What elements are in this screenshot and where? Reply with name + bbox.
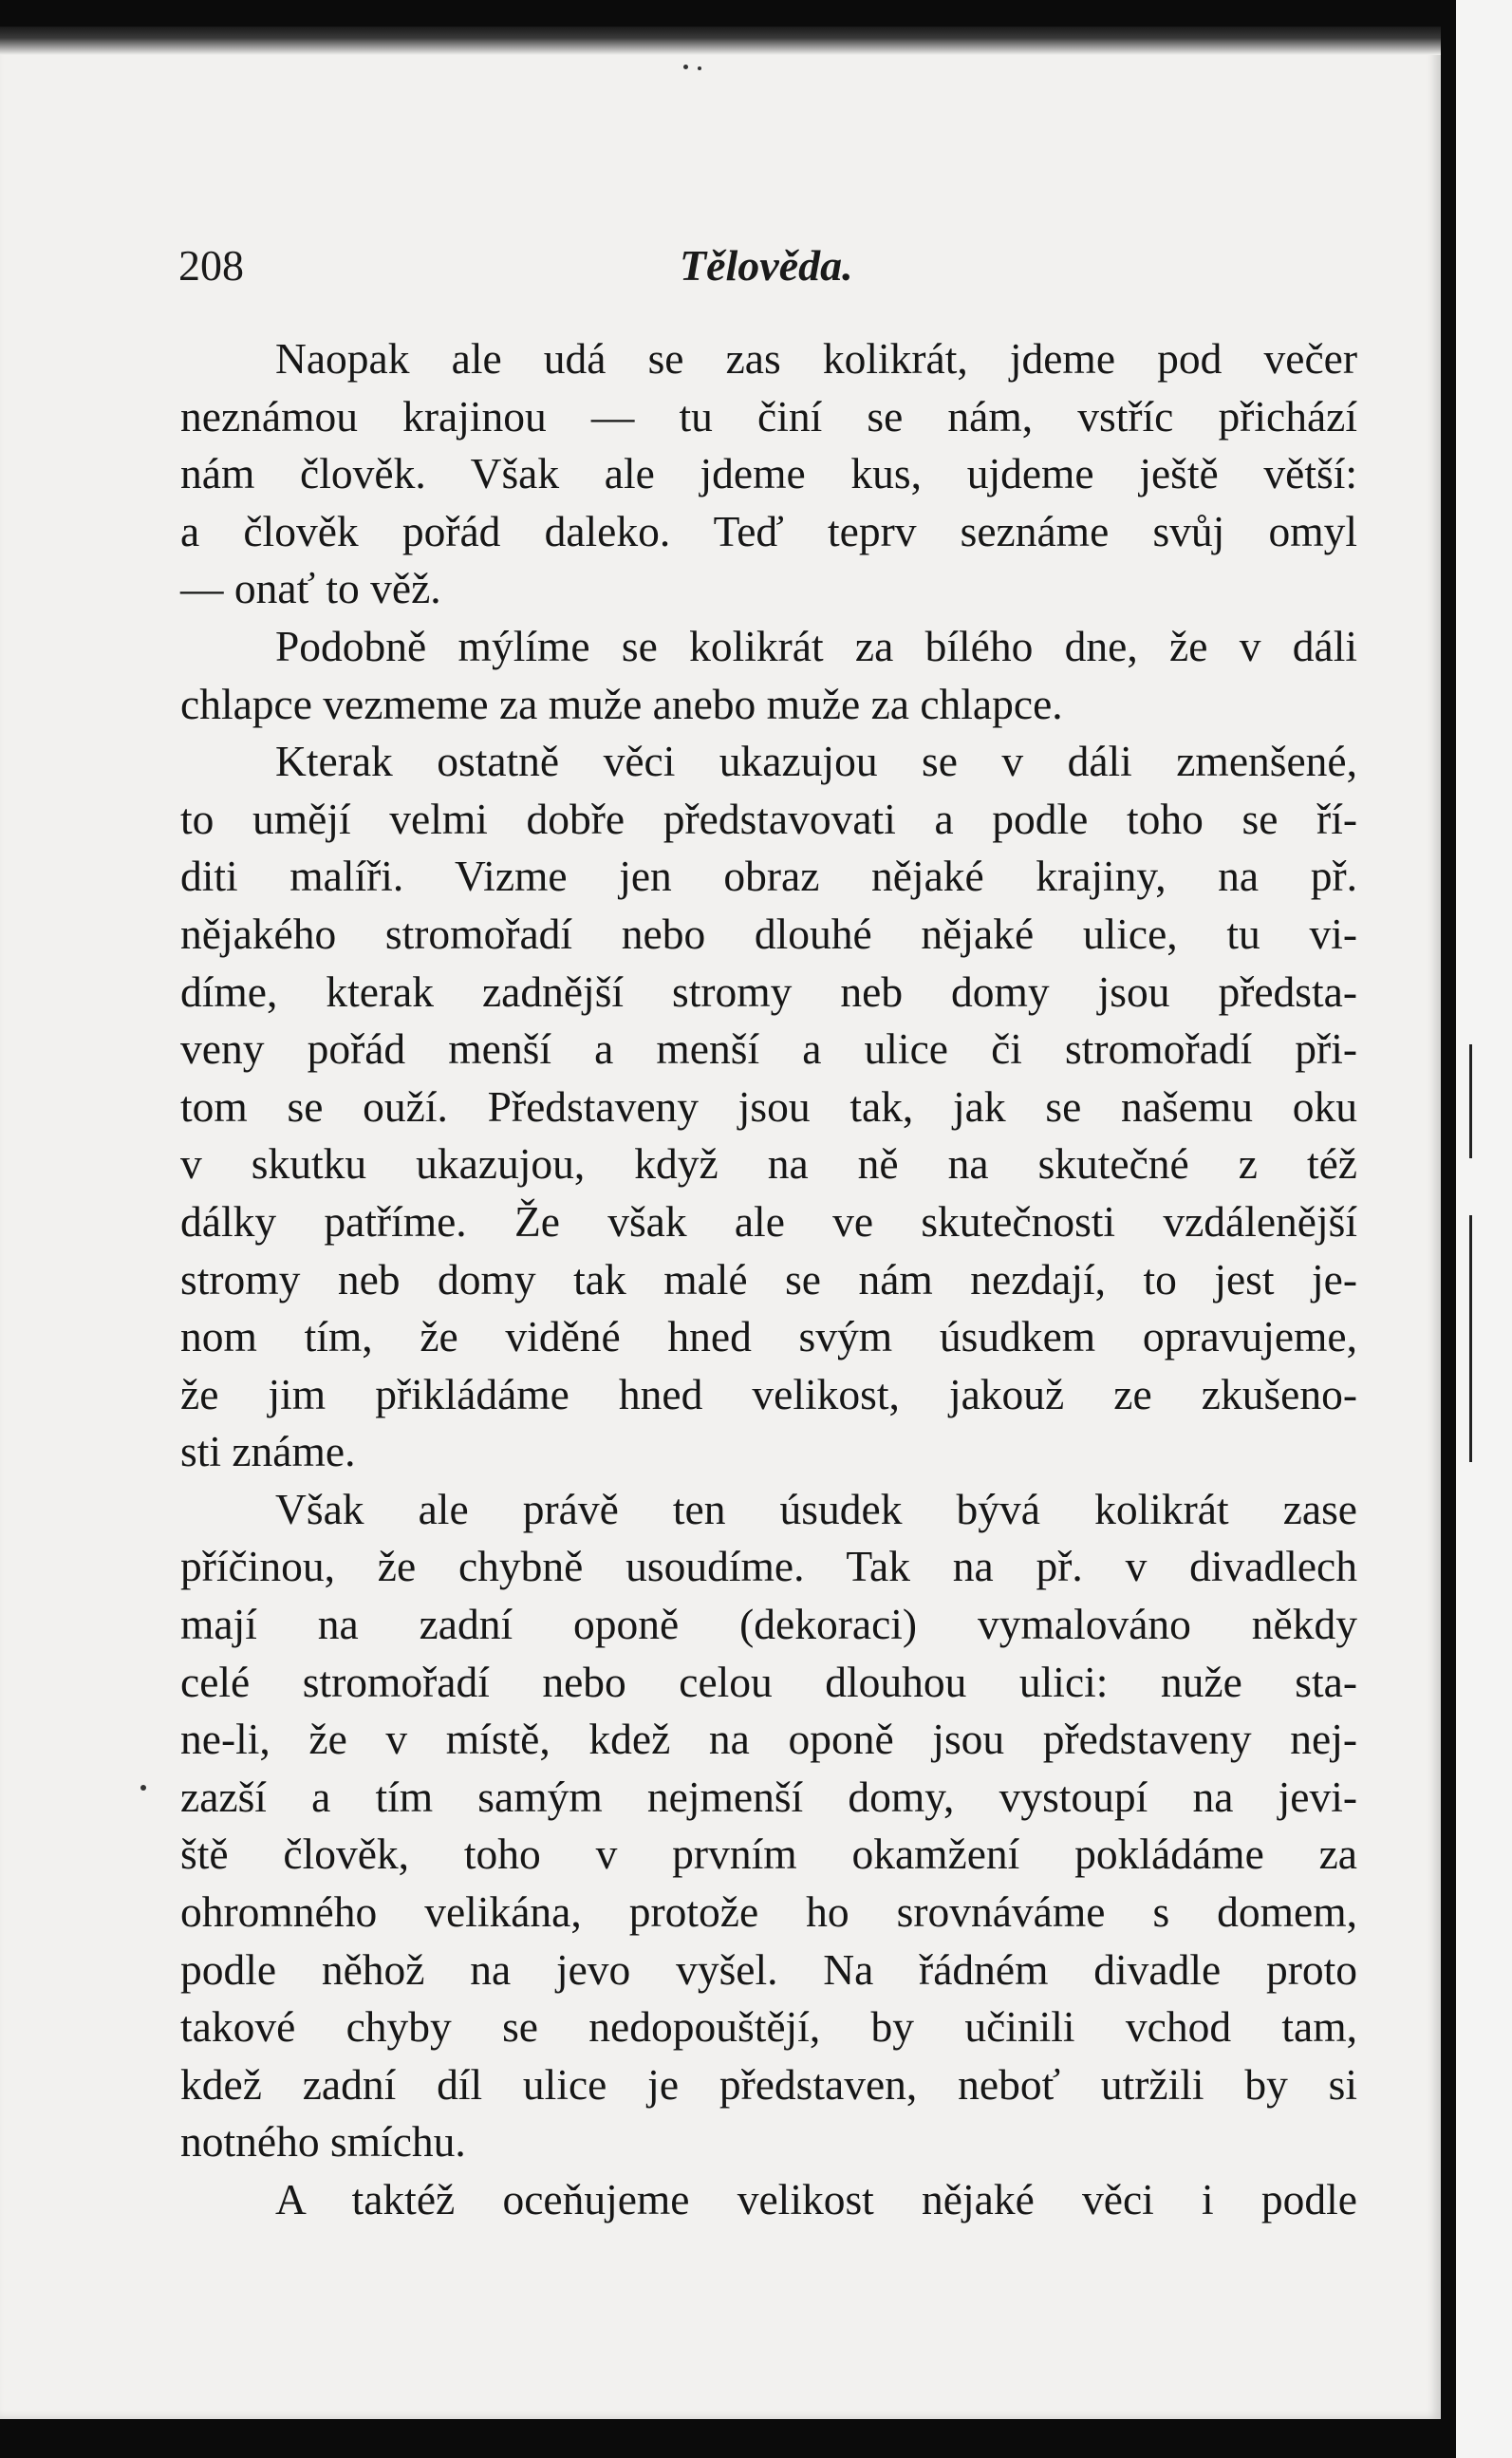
text-line: zazší a tím samým nejmenší domy, vystoupí na jevi- [180, 1772, 1357, 1821]
running-title: Tělověda. [680, 241, 853, 290]
print-speck [683, 65, 688, 69]
text-line: podle něhož na jevo vyšel. Na řádném divadle proto [180, 1944, 1357, 1994]
text-line: díme, kterak zadnější stromy neb domy jsou předsta- [180, 966, 1357, 1016]
text-line: chlapce vezmeme za muže anebo muže za chlapce. [180, 679, 1063, 728]
text-line: — onať to věž. [180, 564, 441, 613]
text-line: Podobně mýlíme se kolikrát za bílého dne, že v dáli [275, 621, 1357, 670]
adjacent-page-line [1469, 1044, 1472, 1158]
text-line: nějakého stromořadí nebo dlouhé nějaké ulice, tu vi- [180, 909, 1357, 958]
text-line: sti známe. [180, 1427, 356, 1476]
print-speck [140, 1785, 146, 1791]
print-speck [698, 66, 701, 70]
text-line: notného smíchu. [180, 2117, 466, 2167]
text-line: nám člověk. Však ale jdeme kus, ujdeme ještě větší: [180, 449, 1357, 498]
text-line: diti malíři. Vizme jen obraz nějaké krajiny, na př. [180, 852, 1357, 901]
text-line: dálky patříme. Že však ale ve skutečnosti vzdálenější [180, 1196, 1357, 1246]
text-line: ště člověk, toho v prvním okamžení pokládáme za [180, 1829, 1357, 1879]
page-header [178, 240, 1355, 297]
text-line: a člověk pořád daleko. Teď teprv seznáme svůj omyl [180, 506, 1357, 555]
text-line: takové chyby se nedopouštějí, by učinili vchod tam, [180, 2002, 1357, 2052]
text-line: neznámou krajinou — tu činí se nám, vstříc přichází [180, 391, 1357, 441]
text-line: stromy neb domy tak malé se nám nezdají, to jest je- [180, 1254, 1357, 1304]
text-line: Naopak ale udá se zas kolikrát, jdeme pod večer [275, 334, 1357, 383]
body-text [180, 330, 1357, 2229]
text-line: v skutku ukazujou, když na ně na skutečné z též [180, 1139, 1357, 1189]
text-line: mají na zadní oponě (dekoraci) vymalováno někdy [180, 1600, 1357, 1649]
page-top-edge [0, 27, 1441, 55]
text-line: veny pořád menší a menší a ulice či stromořadí při- [180, 1024, 1357, 1074]
adjacent-page-line [1469, 1215, 1472, 1462]
text-line: Kterak ostatně věci ukazujou se v dáli zmenšené, [275, 737, 1357, 786]
text-line: že jim přikládáme hned velikost, jakouž ze zkušeno- [180, 1369, 1357, 1418]
book-page [0, 27, 1441, 2419]
text-line: tom se ouží. Představeny jsou tak, jak se našemu oku [180, 1081, 1357, 1131]
text-line: příčinou, že chybně usoudíme. Tak na př. v divadlech [180, 1542, 1357, 1591]
page-number: 208 [178, 241, 244, 290]
text-line: nom tím, že viděné hned svým úsudkem opravujeme, [180, 1312, 1357, 1361]
text-line: kdež zadní díl ulice je představen, neboť utržili by si [180, 2059, 1357, 2109]
adjacent-page-edge [1447, 0, 1512, 2458]
text-line: ne-li, že v místě, kdež na oponě jsou představeny nej- [180, 1715, 1357, 1764]
text-line: A taktéž oceňujeme velikost nějaké věci i podle [275, 2175, 1357, 2223]
text-line: to umějí velmi dobře představovati a podle toho se ří- [180, 794, 1357, 843]
text-line: celé stromořadí nebo celou dlouhou ulici: nuže sta- [180, 1657, 1357, 1706]
text-line: Však ale právě ten úsudek bývá kolikrát zase [275, 1484, 1357, 1533]
text-line: ohromného velikána, protože ho srovnáváme s domem, [180, 1887, 1357, 1937]
